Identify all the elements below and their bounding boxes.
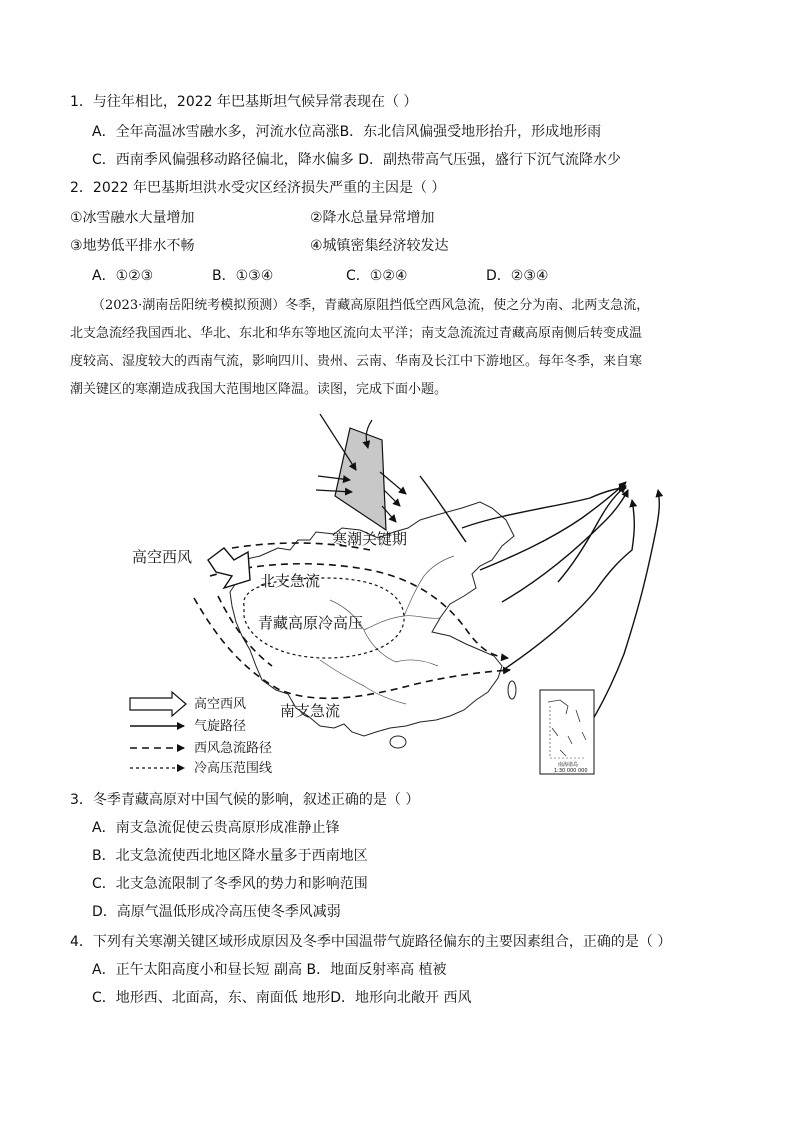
label-plateau-cold-high: 青藏高原冷高压 xyxy=(258,614,364,632)
q3-stem: 3．冬季青藏高原对中国气候的影响，叙述正确的是（ ） xyxy=(70,792,420,808)
cyclone-path xyxy=(558,486,626,582)
cyclone-path xyxy=(462,488,626,528)
inset-scale: 1:30 000 000 xyxy=(554,768,588,774)
q2-choice-a: A．①②③ xyxy=(92,268,154,284)
q2-choice-c: C．①②④ xyxy=(346,268,408,284)
q3-option-a: A．南支急流促使云贵高原形成准静止锋 xyxy=(92,820,340,836)
q2-stem: 2．2022 年巴基斯坦洪水受灾区经济损失严重的主因是（ ） xyxy=(70,180,446,196)
q2-item-2: ②降水总量异常增加 xyxy=(310,210,435,226)
q1-stem: 1．与往年相比，2022 年巴基斯坦气候异常表现在（ ） xyxy=(70,94,418,110)
inset-title: 南海诸岛 xyxy=(558,762,579,768)
legend-jet: 西风急流路径 xyxy=(194,741,273,756)
passage-line-4: 潮关键区的寒潮造成我国大范围地区降温。读图，完成下面小题。 xyxy=(70,382,448,397)
q2-item-4: ④城镇密集经济较发达 xyxy=(310,238,449,254)
q3-option-c: C．北支急流限制了冬季风的势力和影响范围 xyxy=(92,876,368,892)
hainan-island xyxy=(390,736,406,748)
south-china-sea-inset xyxy=(540,690,594,774)
q1-options-ab: A．全年高温冰雪融水多，河流水位高涨B．东北信风偏强受地形抬升，形成地形雨 xyxy=(92,124,602,140)
passage-line-2: 北支急流经我国西北、华北、东北和华东等地区流向太平洋；南支急流流过青藏高原南侧后转变成温 xyxy=(70,326,643,341)
westerly-block-arrow xyxy=(208,548,250,588)
q3-option-d: D．高原气温低形成冷高压使冬季风减弱 xyxy=(92,904,341,920)
q2-choice-d: D．②③④ xyxy=(486,268,549,284)
map-figure xyxy=(120,410,720,780)
legend-symbol-westerly xyxy=(130,692,186,716)
label-south-jet: 南支急流 xyxy=(280,702,341,720)
q1-options-cd: C．西南季风偏强移动路径偏北，降水偏多 D．副热带高气压强，盛行下沉气流降水少 xyxy=(92,152,622,168)
taiwan-island xyxy=(508,681,516,699)
passage-line-3: 度较高、湿度较大的西南气流，影响四川、贵州、云南、华南及长江中下游地区。每年冬季，来自寒 xyxy=(70,354,643,369)
label-north-jet: 北支急流 xyxy=(260,572,321,590)
q2-item-3: ③地势低平排水不畅 xyxy=(70,238,195,254)
q4-options-cd: C．地形西、北面高，东、南面低 地形D．地形向北敞开 西风 xyxy=(92,990,472,1006)
legend-cold-high: 冷高压范围线 xyxy=(194,761,273,776)
cyclone-path xyxy=(480,482,626,570)
legend-cyclone: 气旋路径 xyxy=(194,719,247,734)
q2-item-1: ①冰雪融水大量增加 xyxy=(70,210,195,226)
passage-line-1: （2023·湖南岳阳统考模拟预测）冬季，青藏高原阻挡低空西风急流，使之分为南、北两支急流， xyxy=(92,298,650,313)
label-upper-westerly: 高空西风 xyxy=(132,548,193,566)
q4-options-ab: A．正午太阳高度小和昼长短 副高 B．地面反射率高 植被 xyxy=(92,962,447,978)
q4-stem: 4．下列有关寒潮关键区域形成原因及冬季中国温带气旋路径偏东的主要因素组合，正确的是（ ） xyxy=(70,934,672,950)
q3-option-b: B．北支急流使西北地区降水量多于西南地区 xyxy=(92,848,368,864)
map-legend xyxy=(130,692,272,776)
westerly-jet-north xyxy=(210,564,508,658)
cold-wave-arrow xyxy=(384,490,400,506)
legend-westerly: 高空西风 xyxy=(194,697,247,712)
cyclone-path xyxy=(502,490,628,602)
label-cold-wave-key: 寒潮关键期 xyxy=(332,530,408,548)
q2-choice-b: B．①③④ xyxy=(212,268,274,284)
